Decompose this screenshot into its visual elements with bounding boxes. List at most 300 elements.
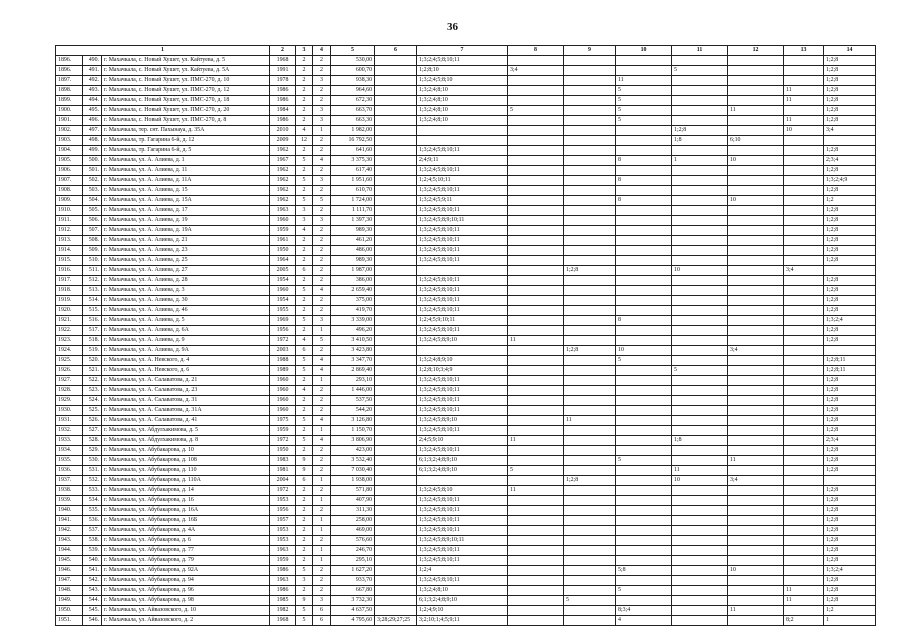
table-row xyxy=(56,156,876,166)
col-11-cell: 8 xyxy=(616,196,672,206)
col-11-cell: 5 xyxy=(616,456,672,466)
table-row xyxy=(56,366,876,376)
col-15-cell: 1;2;8 xyxy=(824,466,876,476)
row-serial-number: 1918. xyxy=(56,286,83,296)
col-11-cell xyxy=(616,556,672,566)
area-cell: 938,30 xyxy=(331,76,375,86)
col-9-cell: 11 xyxy=(508,486,564,496)
col-9-cell xyxy=(508,416,564,426)
col-13-cell xyxy=(728,366,784,376)
col-8-cell: 2;4;9;11 xyxy=(417,156,508,166)
address-cell: г. Махачкала, ул. Абубакарова, д. 110 xyxy=(102,466,270,476)
address-cell: г. Махачкала, ул. Айвазовского, д. 2 xyxy=(102,616,270,626)
col-15-cell: 1;2;8;11 xyxy=(824,356,876,366)
col-14-cell xyxy=(784,106,824,116)
col-15-cell: 1;2;8 xyxy=(824,226,876,236)
col-10-cell xyxy=(564,136,616,146)
page-number: 36 xyxy=(447,21,458,33)
col-14-cell xyxy=(784,166,824,176)
row-serial-number: 1933. xyxy=(56,436,83,446)
floors-cell: 4 xyxy=(296,386,313,396)
address-cell: г. Махачкала, тер. снт. Пахынауа, д. 35А xyxy=(102,126,270,136)
col-8-cell: 1;3;2;4;5;8;10;11 xyxy=(417,426,508,436)
entrances-cell: 2 xyxy=(313,346,331,356)
col-13-cell xyxy=(728,486,784,496)
entrances-cell: 2 xyxy=(313,146,331,156)
col-15-cell: 1;2;8 xyxy=(824,76,876,86)
col-9-cell xyxy=(508,546,564,556)
year-cell: 1986 xyxy=(270,86,296,96)
col-12-cell xyxy=(672,106,728,116)
col-8-cell: 1;2;8;10;3;4;9 xyxy=(417,366,508,376)
year-cell: 1963 xyxy=(270,546,296,556)
col-7-cell xyxy=(375,356,417,366)
col-12-cell: 5 xyxy=(672,366,728,376)
year-cell: 1962 xyxy=(270,146,296,156)
col-9-cell: 5 xyxy=(508,466,564,476)
col-8-cell: 1;3;2;4;5;8;10;11 xyxy=(417,226,508,236)
col-15-cell: 1;2;8 xyxy=(824,166,876,176)
col-15-cell: 1;2;8 xyxy=(824,556,876,566)
entrances-cell: 2 xyxy=(313,396,331,406)
col-13-cell xyxy=(728,536,784,546)
col-8-cell: 1;3;2;4;8;10 xyxy=(417,586,508,596)
row-local-number: 520. xyxy=(83,356,102,366)
col-13-cell xyxy=(728,286,784,296)
col-9-cell xyxy=(508,146,564,156)
col-9-cell xyxy=(508,186,564,196)
col-8-cell: 6;1;3;2;4;8;9;10 xyxy=(417,456,508,466)
col-12-cell xyxy=(672,576,728,586)
address-cell: г. Махачкала, с. Новый Хушет, ул. ПМС-270, д. 18 xyxy=(102,96,270,106)
year-cell: 1963 xyxy=(270,206,296,216)
col-15-cell: 1;2;8 xyxy=(824,516,876,526)
col-13-cell xyxy=(728,56,784,66)
col-11-cell xyxy=(616,516,672,526)
area-cell: 4 637,50 xyxy=(331,606,375,616)
header-cell: 14 xyxy=(824,46,876,56)
area-cell: 989,30 xyxy=(331,256,375,266)
area-cell: 3 375,30 xyxy=(331,156,375,166)
row-serial-number: 1946. xyxy=(56,566,83,576)
year-cell: 1986 xyxy=(270,116,296,126)
col-8-cell: 1;3;2;4;8;10 xyxy=(417,116,508,126)
col-12-cell xyxy=(672,286,728,296)
header-cell: 11 xyxy=(672,46,728,56)
col-8-cell: 1;3;2;4;5;8;10;11 xyxy=(417,576,508,586)
row-local-number: 542. xyxy=(83,576,102,586)
entrances-cell: 2 xyxy=(313,406,331,416)
col-8-cell: 1;3;2;4;5;8;10;11 xyxy=(417,386,508,396)
col-7-cell xyxy=(375,266,417,276)
col-7-cell xyxy=(375,496,417,506)
col-10-cell xyxy=(564,376,616,386)
col-15-cell: 1;3;2;4 xyxy=(824,316,876,326)
year-cell: 1968 xyxy=(270,56,296,66)
table-row xyxy=(56,286,876,296)
address-cell: г. Махачкала, тр. Гагарина 6-й, д. 12 xyxy=(102,136,270,146)
col-13-cell xyxy=(728,266,784,276)
col-9-cell xyxy=(508,126,564,136)
year-cell: 1962 xyxy=(270,176,296,186)
col-10-cell xyxy=(564,456,616,466)
col-15-cell: 1;2;8 xyxy=(824,576,876,586)
floors-cell: 5 xyxy=(296,416,313,426)
col-7-cell xyxy=(375,586,417,596)
col-7-cell xyxy=(375,506,417,516)
floors-cell: 2 xyxy=(296,586,313,596)
row-serial-number: 1950. xyxy=(56,606,83,616)
col-11-cell xyxy=(616,126,672,136)
col-9-cell xyxy=(508,426,564,436)
col-7-cell xyxy=(375,416,417,426)
col-12-cell xyxy=(672,186,728,196)
col-8-cell: 1;3;2;4;8;10 xyxy=(417,96,508,106)
address-cell: г. Махачкала, ул. А. Алиева, д. 17 xyxy=(102,206,270,216)
entrances-cell: 1 xyxy=(313,526,331,536)
entrances-cell: 2 xyxy=(313,456,331,466)
year-cell: 1961 xyxy=(270,236,296,246)
floors-cell: 2 xyxy=(296,306,313,316)
col-14-cell: 3;4 xyxy=(784,266,824,276)
area-cell: 933,70 xyxy=(331,576,375,586)
col-10-cell xyxy=(564,56,616,66)
area-cell: 544,20 xyxy=(331,406,375,416)
col-12-cell xyxy=(672,86,728,96)
floors-cell: 2 xyxy=(296,496,313,506)
col-7-cell xyxy=(375,546,417,556)
entrances-cell: 2 xyxy=(313,536,331,546)
floors-cell: 2 xyxy=(296,96,313,106)
col-15-cell xyxy=(824,476,876,486)
table-row xyxy=(56,356,876,366)
address-cell: г. Махачкала, ул. А. Салаватова, д. 31 xyxy=(102,396,270,406)
col-15-cell xyxy=(824,136,876,146)
year-cell: 1960 xyxy=(270,396,296,406)
col-13-cell: 3;4 xyxy=(728,476,784,486)
header-cell: 3 xyxy=(296,46,313,56)
row-local-number: 508. xyxy=(83,236,102,246)
floors-cell: 2 xyxy=(296,276,313,286)
row-serial-number: 1947. xyxy=(56,576,83,586)
address-cell: г. Махачкала, ул. Абубакарова, д. 108 xyxy=(102,456,270,466)
col-8-cell: 3;2;10;1;4;5;9;11 xyxy=(417,616,508,626)
col-9-cell xyxy=(508,566,564,576)
address-cell: г. Махачкала, ул. Абубакарова, д. 94 xyxy=(102,576,270,586)
col-12-cell xyxy=(672,236,728,246)
col-11-cell xyxy=(616,386,672,396)
row-serial-number: 1917. xyxy=(56,276,83,286)
col-15-cell: 1;2;8 xyxy=(824,326,876,336)
area-cell: 1 987,00 xyxy=(331,266,375,276)
entrances-cell: 4 xyxy=(313,356,331,366)
col-13-cell xyxy=(728,296,784,306)
col-14-cell xyxy=(784,66,824,76)
col-13-cell xyxy=(728,206,784,216)
col-8-cell: 1;3;2;4;5;8;10;11 xyxy=(417,496,508,506)
col-9-cell xyxy=(508,406,564,416)
col-15-cell: 1;2;8 xyxy=(824,456,876,466)
col-7-cell xyxy=(375,516,417,526)
col-7-cell xyxy=(375,146,417,156)
row-serial-number: 1905. xyxy=(56,156,83,166)
col-11-cell xyxy=(616,306,672,316)
row-local-number: 527. xyxy=(83,426,102,436)
row-local-number: 544. xyxy=(83,596,102,606)
col-9-cell xyxy=(508,266,564,276)
col-13-cell xyxy=(728,276,784,286)
col-8-cell: 1;3;2;4;5;8;10;11 xyxy=(417,56,508,66)
row-serial-number: 1903. xyxy=(56,136,83,146)
col-11-cell xyxy=(616,146,672,156)
col-7-cell xyxy=(375,456,417,466)
col-13-cell xyxy=(728,586,784,596)
table-row xyxy=(56,226,876,236)
year-cell: 1986 xyxy=(270,586,296,596)
col-13-cell: 11 xyxy=(728,606,784,616)
col-8-cell: 1;3;2;4;5;8;10;11 xyxy=(417,256,508,266)
col-9-cell xyxy=(508,116,564,126)
row-local-number: 537. xyxy=(83,526,102,536)
col-14-cell xyxy=(784,526,824,536)
floors-cell: 2 xyxy=(296,326,313,336)
row-serial-number: 1899. xyxy=(56,96,83,106)
col-8-cell: 1;3;2;4;5;8;10 xyxy=(417,76,508,86)
row-local-number: 513. xyxy=(83,286,102,296)
col-8-cell: 1;2;4;5;9;10;11 xyxy=(417,316,508,326)
col-9-cell xyxy=(508,316,564,326)
col-14-cell xyxy=(784,496,824,506)
col-15-cell: 1;2;8 xyxy=(824,66,876,76)
entrances-cell: 4 xyxy=(313,436,331,446)
row-local-number: 532. xyxy=(83,476,102,486)
row-local-number: 500. xyxy=(83,156,102,166)
col-9-cell xyxy=(508,276,564,286)
row-local-number: 534. xyxy=(83,496,102,506)
row-local-number: 524. xyxy=(83,396,102,406)
col-15-cell: 1;2 xyxy=(824,196,876,206)
col-9-cell xyxy=(508,476,564,486)
col-15-cell: 1;2;8 xyxy=(824,236,876,246)
address-cell: г. Махачкала, ул. Абубакарова, д. 98 xyxy=(102,596,270,606)
col-10-cell xyxy=(564,386,616,396)
entrances-cell: 2 xyxy=(313,66,331,76)
floors-cell: 2 xyxy=(296,76,313,86)
col-9-cell xyxy=(508,386,564,396)
table-row xyxy=(56,476,876,486)
col-13-cell xyxy=(728,336,784,346)
table-row xyxy=(56,596,876,606)
address-cell: г. Махачкала, ул. А. Алиева, д. 15А xyxy=(102,196,270,206)
col-10-cell xyxy=(564,96,616,106)
floors-cell: 4 xyxy=(296,336,313,346)
col-10-cell xyxy=(564,396,616,406)
col-12-cell xyxy=(672,336,728,346)
row-local-number: 498. xyxy=(83,136,102,146)
table-body xyxy=(56,56,876,626)
col-10-cell xyxy=(564,436,616,446)
col-14-cell xyxy=(784,446,824,456)
row-serial-number: 1914. xyxy=(56,246,83,256)
entrances-cell: 2 xyxy=(313,306,331,316)
col-7-cell xyxy=(375,196,417,206)
col-14-cell xyxy=(784,246,824,256)
col-13-cell xyxy=(728,146,784,156)
table-row xyxy=(56,326,876,336)
col-12-cell: 5 xyxy=(672,66,728,76)
entrances-cell: 4 xyxy=(313,286,331,296)
row-local-number: 495. xyxy=(83,106,102,116)
col-14-cell: 10 xyxy=(784,126,824,136)
col-12-cell xyxy=(672,176,728,186)
col-13-cell xyxy=(728,116,784,126)
col-14-cell xyxy=(784,426,824,436)
year-cell: 1956 xyxy=(270,506,296,516)
col-9-cell xyxy=(508,76,564,86)
col-10-cell: 11 xyxy=(564,416,616,426)
year-cell: 2004 xyxy=(270,476,296,486)
col-15-cell: 1;2;8 xyxy=(824,96,876,106)
floors-cell: 5 xyxy=(296,436,313,446)
col-14-cell xyxy=(784,456,824,466)
address-cell: г. Махачкала, ул. А. Салаватова, д. 23 xyxy=(102,386,270,396)
col-7-cell xyxy=(375,446,417,456)
col-15-cell: 1;2;8 xyxy=(824,86,876,96)
year-cell: 1962 xyxy=(270,166,296,176)
address-cell: г. Махачкала, тр. Гагарина 6-й, д. 5 xyxy=(102,146,270,156)
entrances-cell: 1 xyxy=(313,376,331,386)
area-cell: 7 030,40 xyxy=(331,466,375,476)
col-13-cell: 10 xyxy=(728,196,784,206)
address-cell: г. Махачкала, ул. Абубакарова, д. 77 xyxy=(102,546,270,556)
entrances-cell: 5 xyxy=(313,196,331,206)
year-cell: 2010 xyxy=(270,126,296,136)
row-serial-number: 1900. xyxy=(56,106,83,116)
row-local-number: 497. xyxy=(83,126,102,136)
floors-cell: 2 xyxy=(296,536,313,546)
table-row xyxy=(56,566,876,576)
col-14-cell xyxy=(784,536,824,546)
col-7-cell xyxy=(375,606,417,616)
address-cell: г. Махачкала, ул. А. Алиева, д. 9А xyxy=(102,346,270,356)
col-7-cell xyxy=(375,426,417,436)
row-local-number: 511. xyxy=(83,266,102,276)
col-7-cell xyxy=(375,316,417,326)
col-11-cell xyxy=(616,136,672,146)
col-9-cell xyxy=(508,586,564,596)
year-cell: 1964 xyxy=(270,256,296,266)
col-14-cell: 11 xyxy=(784,86,824,96)
col-13-cell xyxy=(728,596,784,606)
col-13-cell xyxy=(728,356,784,366)
col-15-cell: 1;2;8 xyxy=(824,536,876,546)
col-10-cell xyxy=(564,126,616,136)
table-row xyxy=(56,316,876,326)
col-15-cell: 1;2;8 xyxy=(824,586,876,596)
col-13-cell xyxy=(728,496,784,506)
col-9-cell xyxy=(508,236,564,246)
col-15-cell: 1;2;8 xyxy=(824,256,876,266)
row-local-number: 536. xyxy=(83,516,102,526)
table-row xyxy=(56,246,876,256)
col-9-cell xyxy=(508,176,564,186)
entrances-cell: 6 xyxy=(313,606,331,616)
col-14-cell: 11 xyxy=(784,586,824,596)
col-10-cell xyxy=(564,406,616,416)
col-8-cell: 1;3;2;4;5;8;10;11 xyxy=(417,326,508,336)
area-cell: 4 795,60 xyxy=(331,616,375,626)
address-cell: г. Махачкала, ул. Абдулхакимова, д. 5 xyxy=(102,426,270,436)
table-row xyxy=(56,546,876,556)
col-10-cell xyxy=(564,546,616,556)
col-8-cell: 1;3;2;4;5;8;10 xyxy=(417,486,508,496)
floors-cell: 6 xyxy=(296,346,313,356)
col-12-cell xyxy=(672,56,728,66)
address-cell: г. Махачкала, ул. А. Алиева, д. 30 xyxy=(102,296,270,306)
row-serial-number: 1915. xyxy=(56,256,83,266)
col-12-cell xyxy=(672,406,728,416)
col-13-cell xyxy=(728,186,784,196)
year-cell: 1985 xyxy=(270,596,296,606)
col-11-cell: 10 xyxy=(616,346,672,356)
col-14-cell xyxy=(784,206,824,216)
year-cell: 1954 xyxy=(270,276,296,286)
row-local-number: 506. xyxy=(83,216,102,226)
col-11-cell xyxy=(616,256,672,266)
year-cell: 1969 xyxy=(270,316,296,326)
col-8-cell: 1;3;2;4;5;8;10;11 xyxy=(417,446,508,456)
col-15-cell: 1;2;8 xyxy=(824,206,876,216)
col-9-cell xyxy=(508,516,564,526)
table-row xyxy=(56,456,876,466)
col-13-cell xyxy=(728,236,784,246)
col-9-cell xyxy=(508,526,564,536)
header-cell: 13 xyxy=(784,46,824,56)
table-row xyxy=(56,606,876,616)
col-8-cell xyxy=(417,346,508,356)
col-9-cell xyxy=(508,96,564,106)
entrances-cell: 2 xyxy=(313,246,331,256)
floors-cell: 9 xyxy=(296,456,313,466)
address-cell: г. Махачкала, с. Новый Хушет, ул. Кайтуева, д. 5А xyxy=(102,66,270,76)
col-15-cell: 2;3;4 xyxy=(824,436,876,446)
col-7-cell xyxy=(375,306,417,316)
area-cell: 3 732,30 xyxy=(331,596,375,606)
col-14-cell xyxy=(784,156,824,166)
area-cell: 1 938,00 xyxy=(331,476,375,486)
col-9-cell xyxy=(508,396,564,406)
col-7-cell xyxy=(375,246,417,256)
entrances-cell: 2 xyxy=(313,466,331,476)
row-local-number: 499. xyxy=(83,146,102,156)
col-8-cell: 1;3;2;4;5;8;10;11 xyxy=(417,376,508,386)
entrances-cell: 2 xyxy=(313,446,331,456)
year-cell: 1963 xyxy=(270,576,296,586)
col-10-cell xyxy=(564,196,616,206)
col-12-cell xyxy=(672,486,728,496)
row-local-number: 531. xyxy=(83,466,102,476)
col-12-cell xyxy=(672,416,728,426)
col-9-cell xyxy=(508,456,564,466)
col-14-cell xyxy=(784,286,824,296)
col-9-cell xyxy=(508,346,564,356)
floors-cell: 2 xyxy=(296,376,313,386)
col-12-cell xyxy=(672,166,728,176)
entrances-cell: 1 xyxy=(313,556,331,566)
col-15-cell: 1;2;8 xyxy=(824,506,876,516)
entrances-cell: 2 xyxy=(313,136,331,146)
col-10-cell xyxy=(564,356,616,366)
